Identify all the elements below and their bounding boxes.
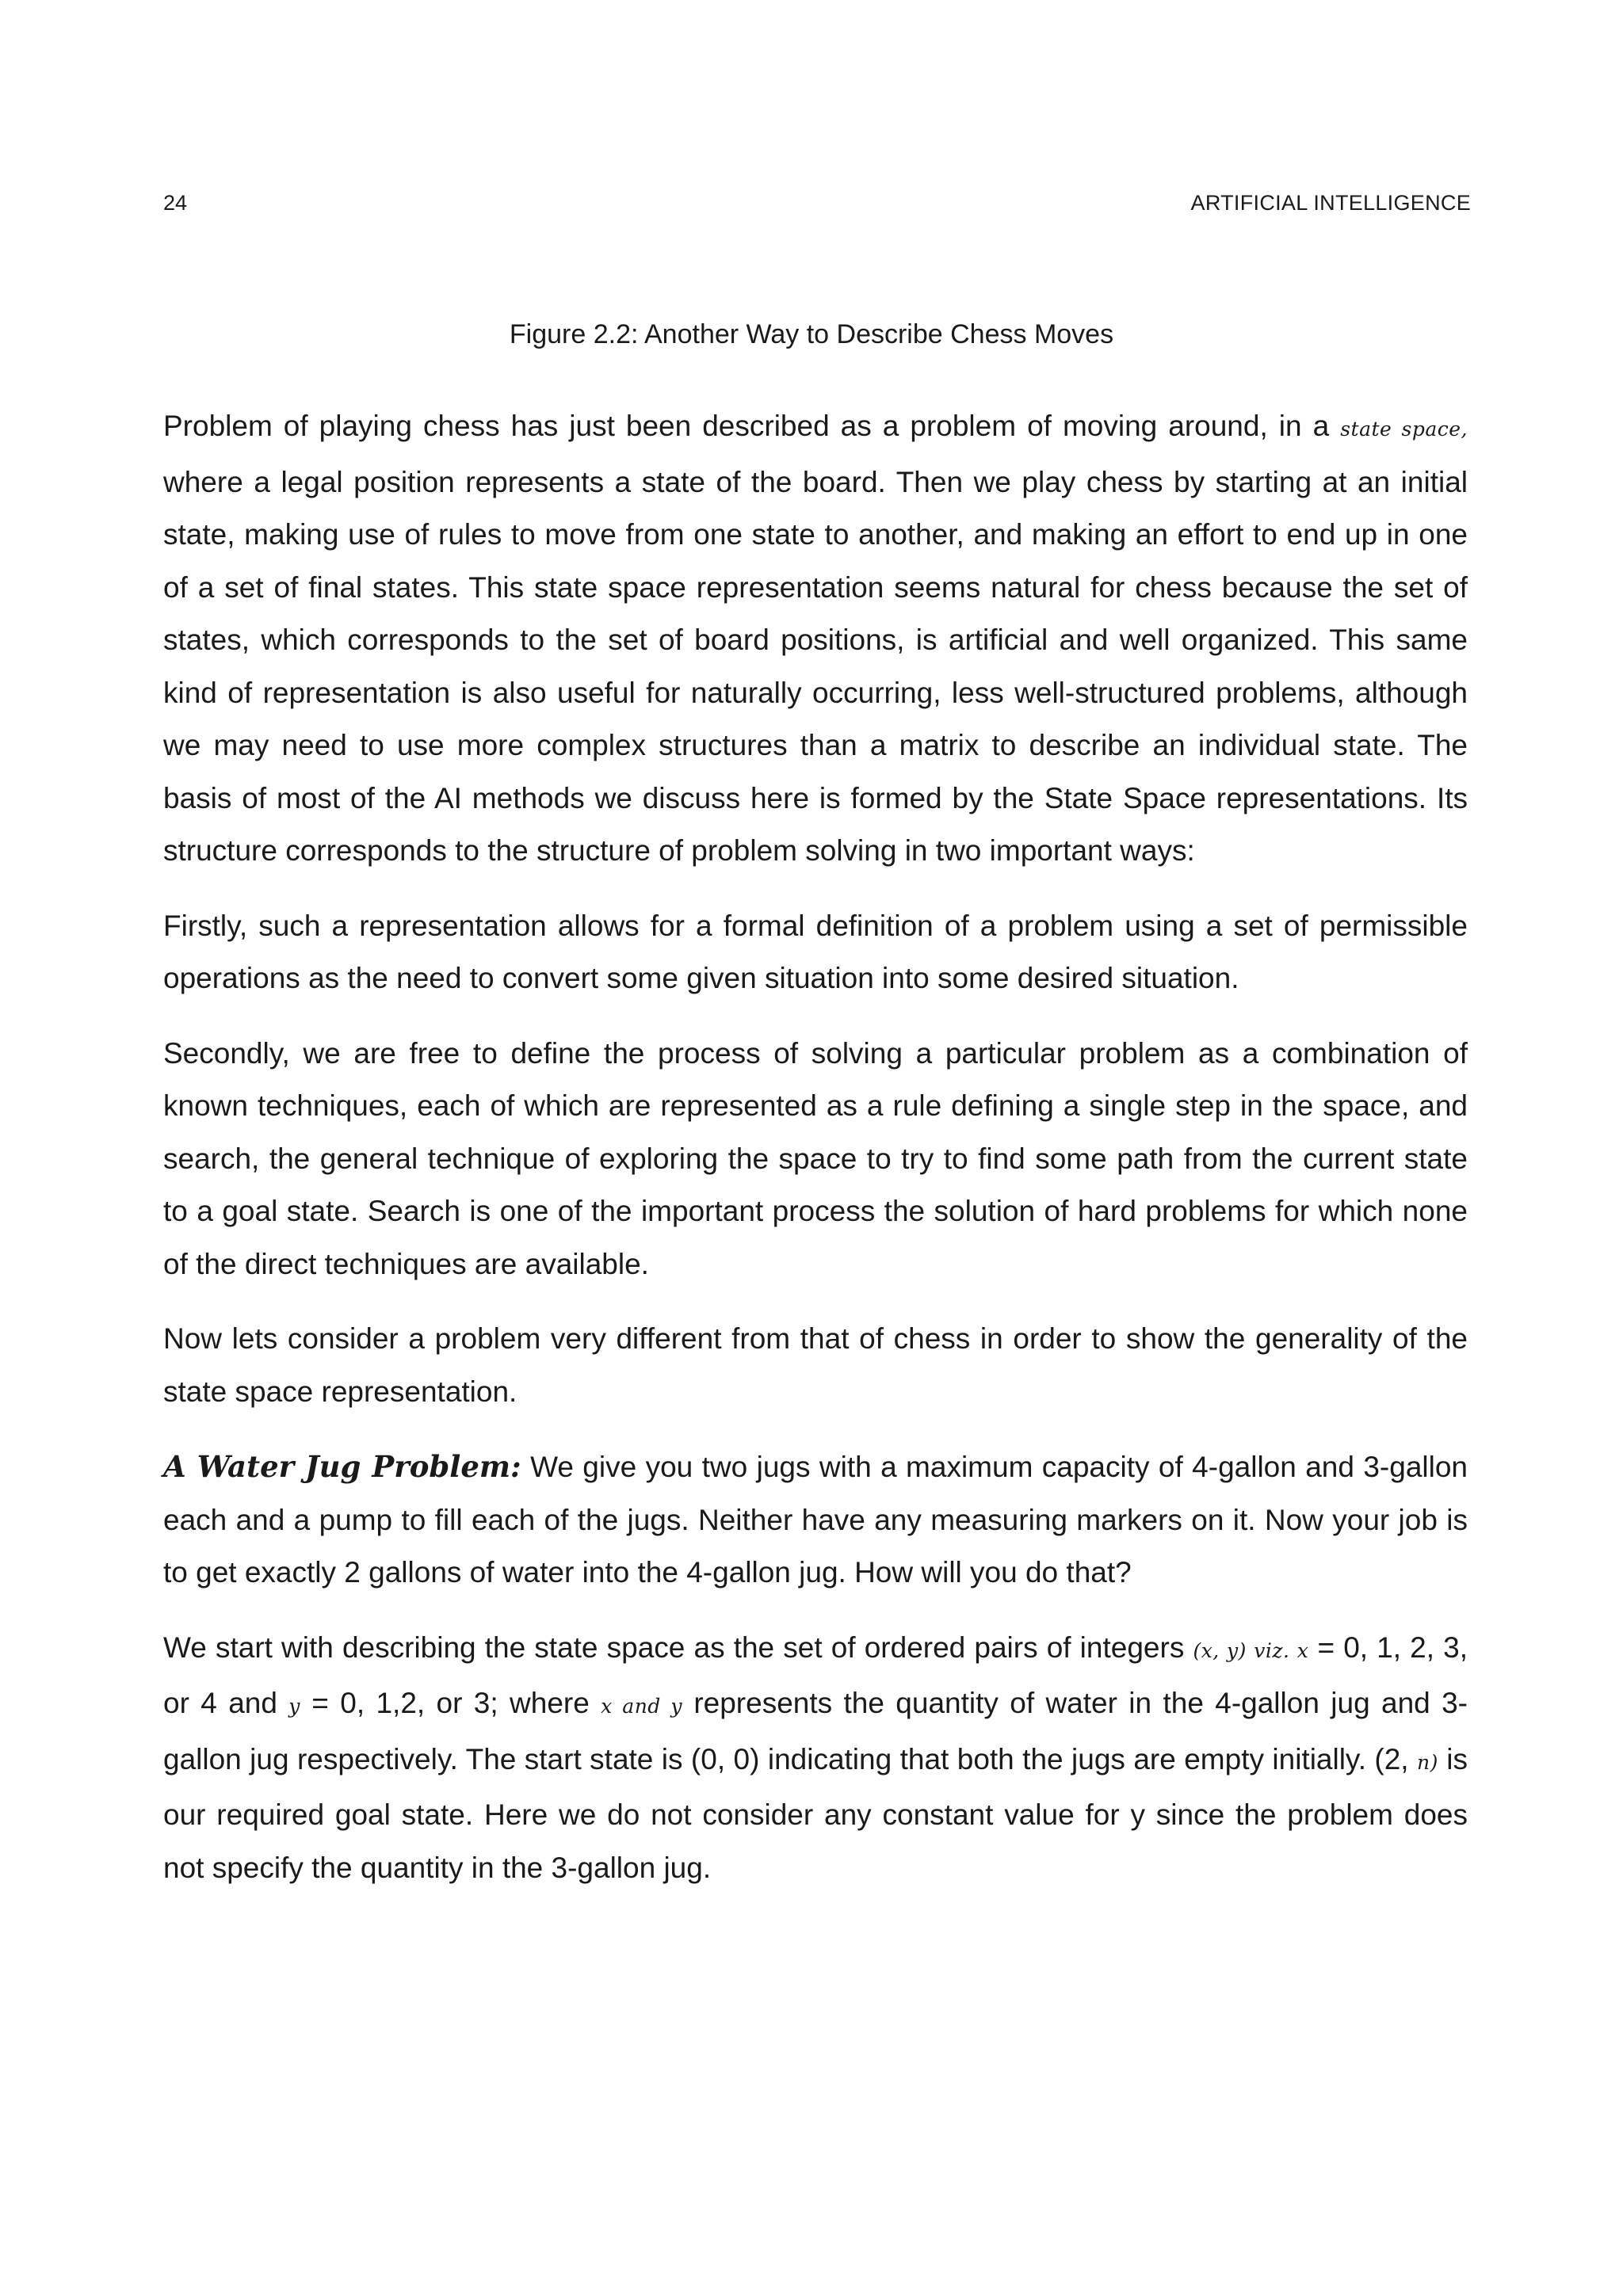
paragraph-text: where a legal position represents a state of the board. Then we play chess by starting at an initial state, making use of rules to move from one state to another, and making an effort to end up in one of a set of final states. This state space representation seems natural for chess because the set of states, which corresponds to the set of board positions, is artificial and well organized. This same kind of representation is also useful for naturally occurring, less well-structured problems, although we may need to use more complex structures than a matrix to describe an individual state. The basis of most of the AI methods we discuss here is formed by the State Space representations. Its structure corresponds to the structure of problem solving in two important ways:: [163, 465, 1468, 867]
running-head: ARTIFICIAL INTELLIGENCE: [1190, 191, 1471, 215]
paragraph-generality: Now lets consider a problem very different from that of chess in order to show the generality of the state space representation.: [163, 1322, 1468, 1408]
paragraph-text: is our required goal state. Here we do not consider any constant value for y since the problem does not specify the quantity in the 3-gallon jug.: [163, 1742, 1468, 1884]
math-term: x and y: [601, 1695, 682, 1718]
paragraph-text: We give you two jugs with a maximum capacity of 4-gallon and 3-gallon each and a pump to fill each of the jugs. Neither have any measuring markers on it. Now your job is to get exactly 2 gallons of water into the 4-gallon jug. How will you do that?: [163, 1451, 1468, 1589]
state-space-term: state space,: [1340, 418, 1468, 441]
paragraph-text: Problem of playing chess has just been described as a problem of moving around, in a: [163, 410, 1341, 442]
paragraph-text: = 0, 1,2, or 3; where: [300, 1687, 601, 1719]
page-number: 24: [163, 191, 188, 215]
math-term: (x, y) viz. x: [1193, 1638, 1309, 1662]
paragraph-text: = 0, 1, 2, 3, or 4 and: [163, 1630, 1468, 1719]
paragraph-secondly: Secondly, we are free to define the process of solving a particular problem as a combination of known techniques, each of which are represented as a rule defining a single step in the space, and search, the general technique of exploring the space to try to find some path from the current state to a goal state. Search is one of the important process the solution of hard problems for which none of the direct techniques are available.: [163, 1036, 1468, 1280]
math-term: n): [1417, 1750, 1438, 1774]
paragraph-text: represents the quantity of water in the 4-gallon jug and 3-gallon jug respectively. The start state is (0, 0) indicating that both the jugs are empty initially. (2,: [163, 1687, 1468, 1775]
section-heading: A Water Jug Problem:: [163, 1449, 521, 1484]
math-term: y: [288, 1695, 300, 1718]
paragraph-text: We start with describing the state space as the set of ordered pairs of integers: [163, 1630, 1193, 1664]
paragraph-firstly: Firstly, such a representation allows for a formal definition of a problem using a set of permissible operations as the need to convert some given situation into some desired situation.: [163, 909, 1468, 994]
body-text: [163, 400, 1468, 1917]
paragraph-water-jug: [163, 1440, 1468, 1600]
paragraph-state-space: [163, 400, 1468, 878]
figure-caption: Figure 2.2: Another Way to Describe Chess Moves: [509, 319, 1114, 349]
paragraph-state-description: [163, 1622, 1468, 1895]
